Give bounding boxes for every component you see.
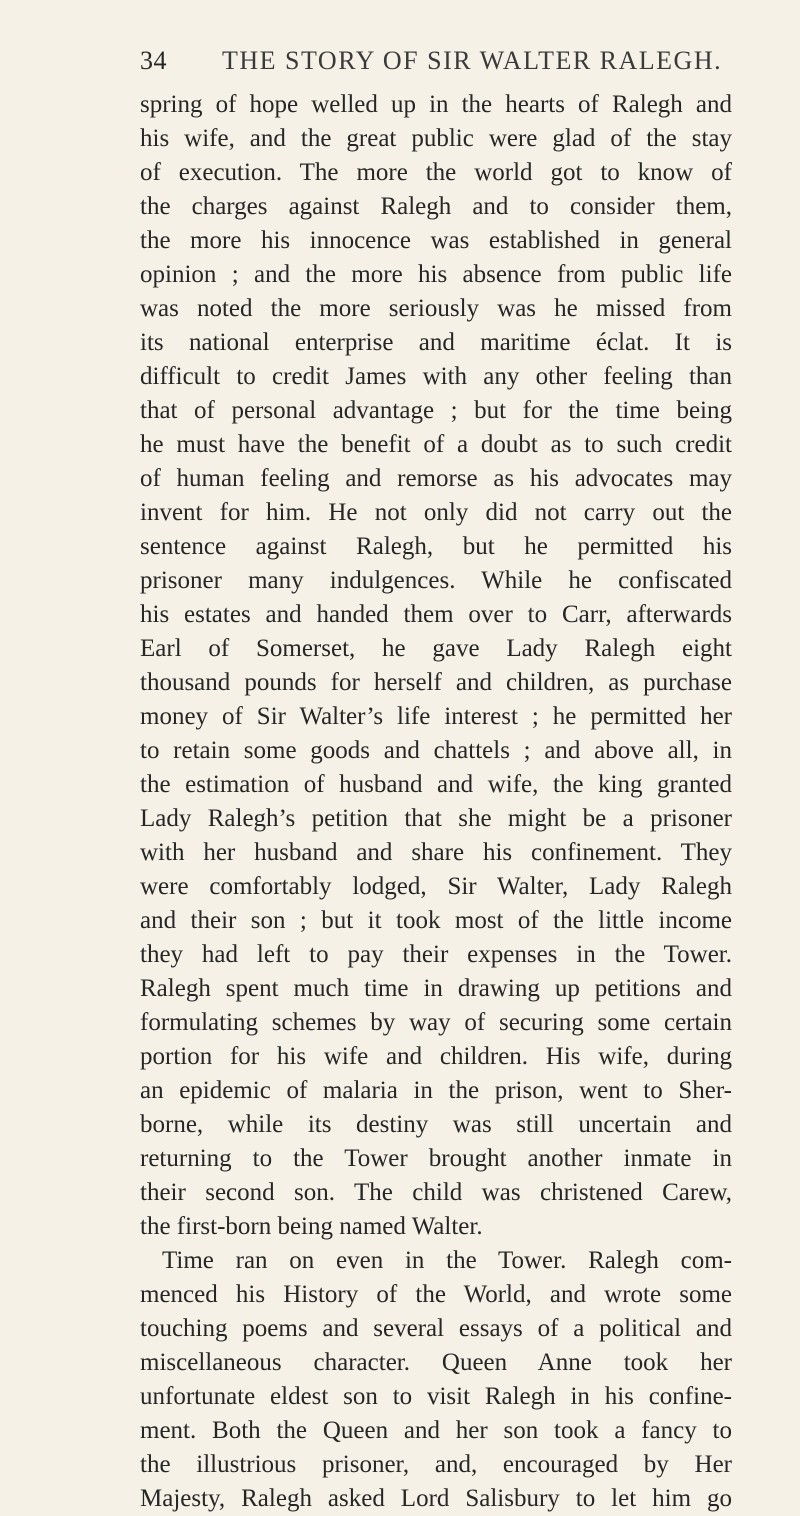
text-line: returning to the Tower brought another inmate in bbox=[140, 1145, 732, 1172]
text-line: of execution. The more the world got to know of bbox=[140, 159, 732, 186]
text-line: he must have the benefit of a doubt as to such credit bbox=[140, 431, 732, 458]
body-text bbox=[140, 88, 732, 1516]
text-line: spring of hope welled up in the hearts of Ralegh and bbox=[140, 91, 732, 118]
text-line: borne, while its destiny was still uncertain and bbox=[140, 1111, 732, 1138]
text-line: Ralegh spent much time in drawing up petitions and bbox=[140, 975, 732, 1002]
text-line: unfortunate eldest son to visit Ralegh in his confine- bbox=[140, 1383, 732, 1410]
text-line: Lady Ralegh’s petition that she might be a prisoner bbox=[140, 805, 732, 832]
text-line: formulating schemes by way of securing some certain bbox=[140, 1009, 732, 1036]
text-line: that of personal advantage ; but for the time being bbox=[140, 397, 732, 424]
text-line: the illustrious prisoner, and, encouraged by Her bbox=[140, 1451, 732, 1478]
text-line: miscellaneous character. Queen Anne took her bbox=[140, 1349, 732, 1376]
text-line: their second son. The child was christened Carew, bbox=[140, 1179, 732, 1206]
text-line: an epidemic of malaria in the prison, went to Sher- bbox=[140, 1077, 732, 1104]
text-line: with her husband and share his confinement. They bbox=[140, 839, 732, 866]
text-line: sentence against Ralegh, but he permitted his bbox=[140, 533, 732, 560]
page-number: 34 bbox=[140, 46, 167, 75]
page-header bbox=[140, 46, 740, 82]
text-line: invent for him. He not only did not carry out the bbox=[140, 499, 732, 526]
text-line: and their son ; but it took most of the little income bbox=[140, 907, 732, 934]
text-line: to retain some goods and chattels ; and above all, in bbox=[140, 737, 732, 764]
text-line: ment. Both the Queen and her son took a fancy to bbox=[140, 1417, 732, 1444]
text-line: the more his innocence was established in general bbox=[140, 227, 732, 254]
text-line: Time ran on even in the Tower. Ralegh com- bbox=[162, 1247, 732, 1274]
text-line: his estates and handed them over to Carr, afterwards bbox=[140, 601, 732, 628]
text-line: money of Sir Walter’s life interest ; he permitted her bbox=[140, 703, 732, 730]
text-line: portion for his wife and children. His wife, during bbox=[140, 1043, 732, 1070]
text-line: Majesty, Ralegh asked Lord Salisbury to let him go bbox=[140, 1485, 732, 1512]
text-line: the first-born being named Walter. bbox=[140, 1213, 483, 1240]
text-line: menced his History of the World, and wrote some bbox=[140, 1281, 732, 1308]
text-line: were comfortably lodged, Sir Walter, Lady Ralegh bbox=[140, 873, 732, 900]
running-head: THE STORY OF SIR WALTER RALEGH. bbox=[222, 46, 723, 75]
text-line: the charges against Ralegh and to consider them, bbox=[140, 193, 732, 220]
text-line: prisoner many indulgences. While he confiscated bbox=[140, 567, 732, 594]
text-line: his wife, and the great public were glad of the stay bbox=[140, 125, 732, 152]
text-line: its national enterprise and maritime éclat. It is bbox=[140, 329, 732, 356]
text-line: opinion ; and the more his absence from public life bbox=[140, 261, 732, 288]
text-line: they had left to pay their expenses in the Tower. bbox=[140, 941, 732, 968]
text-line: was noted the more seriously was he missed from bbox=[140, 295, 732, 322]
text-line: Earl of Somerset, he gave Lady Ralegh eight bbox=[140, 635, 732, 662]
text-line: of human feeling and remorse as his advocates may bbox=[140, 465, 732, 492]
text-line: difficult to credit James with any other feeling than bbox=[140, 363, 732, 390]
text-line: thousand pounds for herself and children, as purchase bbox=[140, 669, 732, 696]
text-line: the estimation of husband and wife, the king granted bbox=[140, 771, 732, 798]
text-line: touching poems and several essays of a political and bbox=[140, 1315, 732, 1342]
